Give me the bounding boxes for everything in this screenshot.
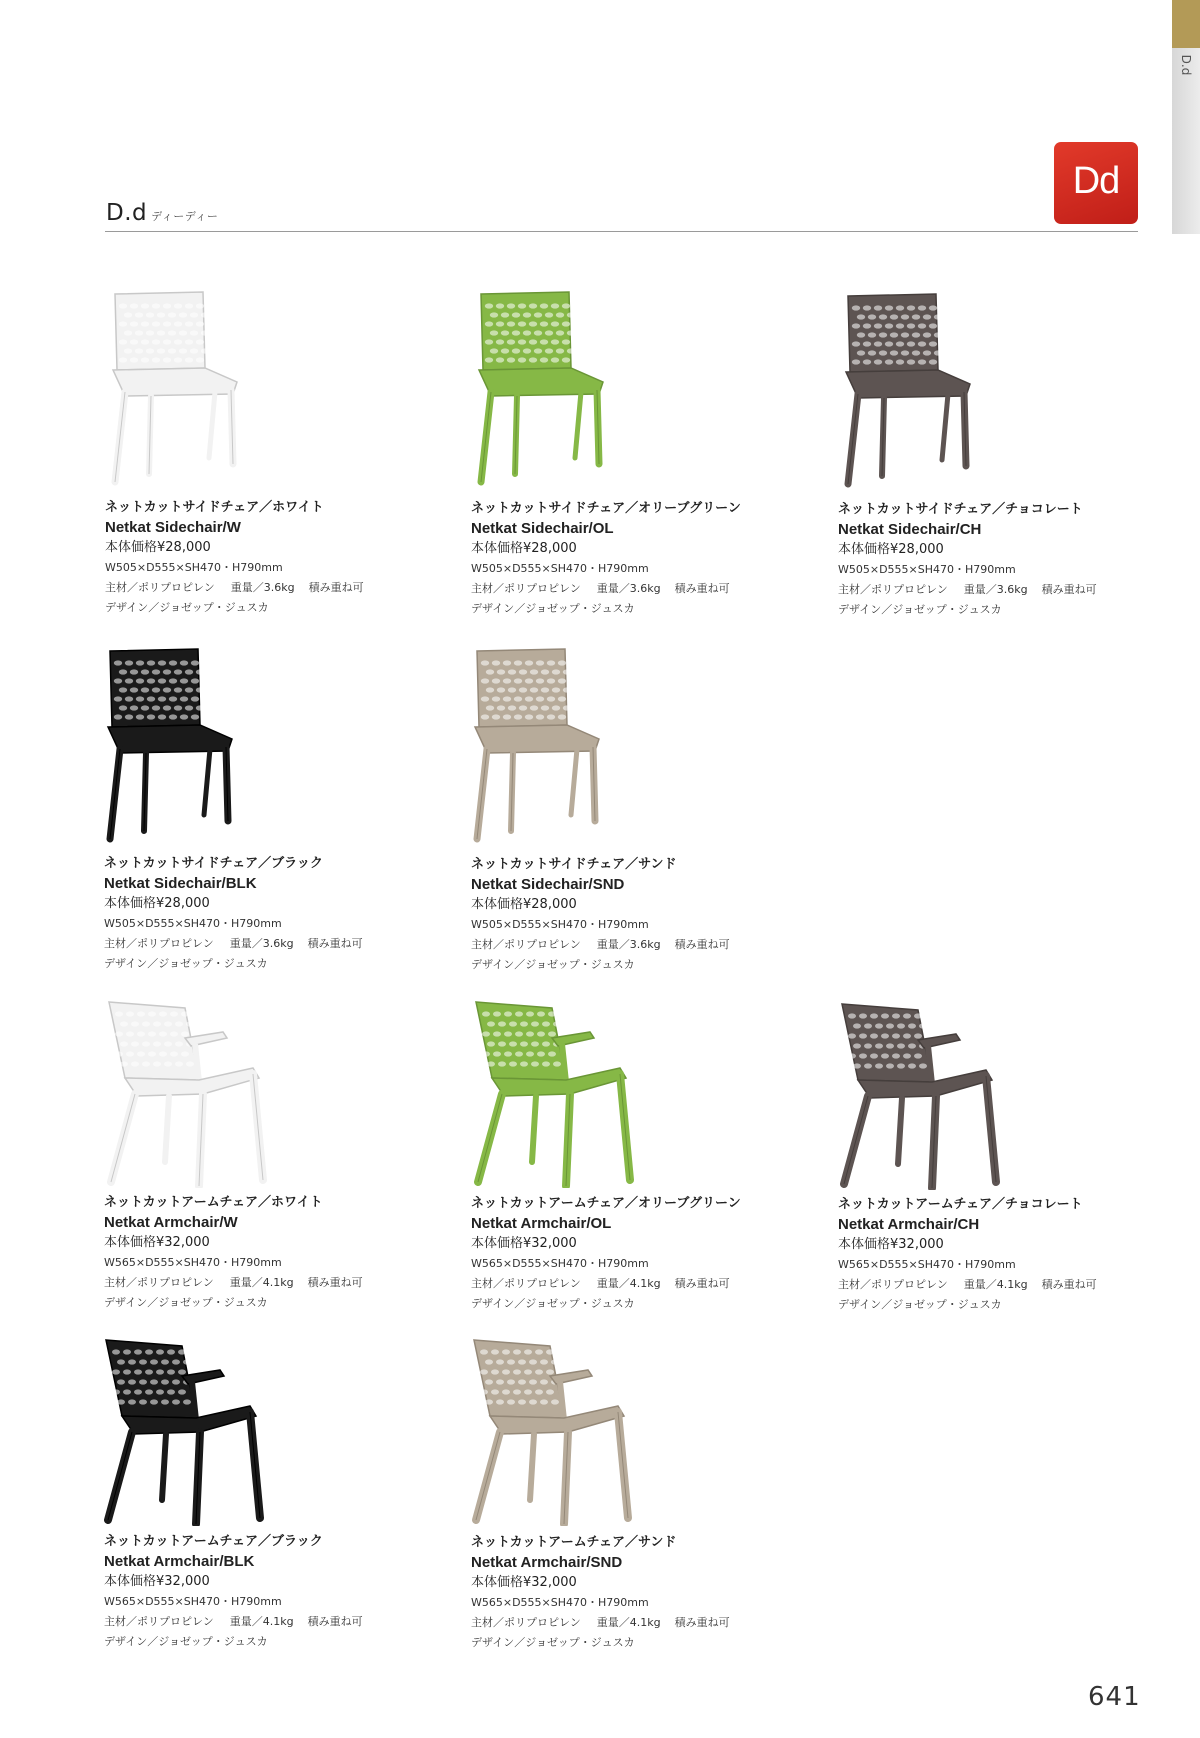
product-weight: 重量／3.6kg xyxy=(596,938,661,951)
product-spec xyxy=(471,1613,801,1633)
product-image xyxy=(836,1000,1006,1190)
product-dimensions: W565×D555×SH470・H790mm xyxy=(838,1258,1016,1271)
product-stackable: 積み重ね可 xyxy=(1041,1278,1097,1291)
product-material: 主材／ポリプロピレン xyxy=(471,582,581,595)
product-dimensions: W505×D555×SH470・H790mm xyxy=(104,917,282,930)
product-name-en: Netkat Sidechair/W xyxy=(105,519,241,536)
product-weight: 重量／4.1kg xyxy=(963,1278,1028,1291)
product-price: 本体価格¥32,000 xyxy=(104,1574,210,1589)
product-card xyxy=(471,855,801,975)
product-designer: デザイン／ジョゼップ・ジュスカ xyxy=(104,957,268,970)
product-designer: デザイン／ジョゼップ・ジュスカ xyxy=(104,1296,268,1309)
product-price: 本体価格¥32,000 xyxy=(838,1237,944,1252)
product-stackable: 積み重ね可 xyxy=(307,1276,363,1289)
product-designer: デザイン／ジョゼップ・ジュスカ xyxy=(104,1635,268,1648)
product-image xyxy=(100,645,240,845)
product-price: 本体価格¥32,000 xyxy=(104,1235,210,1250)
product-price: 本体価格¥28,000 xyxy=(105,540,211,555)
product-material: 主材／ポリプロピレン xyxy=(104,937,214,950)
product-weight: 重量／3.6kg xyxy=(963,583,1028,596)
product-dimensions: W565×D555×SH470・H790mm xyxy=(104,1595,282,1608)
product-price: 本体価格¥32,000 xyxy=(471,1575,577,1590)
product-designer: デザイン／ジョゼップ・ジュスカ xyxy=(105,601,269,614)
product-image xyxy=(470,998,640,1188)
product-spec xyxy=(104,1273,434,1293)
product-material: 主材／ポリプロピレン xyxy=(104,1276,214,1289)
product-dimensions: W505×D555×SH470・H790mm xyxy=(471,918,649,931)
product-weight: 重量／4.1kg xyxy=(596,1616,661,1629)
product-name-en: Netkat Armchair/OL xyxy=(471,1215,612,1232)
brand-name: D.d xyxy=(106,200,148,226)
product-name-jp: ネットカットサイドチェア／サンド xyxy=(471,857,677,872)
product-image xyxy=(467,645,607,845)
product-material: 主材／ポリプロピレン xyxy=(471,938,581,951)
side-tab-label: D.d xyxy=(1179,54,1193,76)
product-name-en: Netkat Armchair/CH xyxy=(838,1216,980,1233)
product-card xyxy=(471,499,801,619)
product-material: 主材／ポリプロピレン xyxy=(105,581,215,594)
product-stackable: 積み重ね可 xyxy=(674,938,730,951)
product-name-en: Netkat Armchair/W xyxy=(104,1214,238,1231)
product-name-en: Netkat Armchair/BLK xyxy=(104,1553,255,1570)
product-dimensions: W565×D555×SH470・H790mm xyxy=(471,1257,649,1270)
product-weight: 重量／3.6kg xyxy=(596,582,661,595)
product-name-jp: ネットカットサイドチェア／オリーブグリーン xyxy=(471,501,741,516)
product-spec xyxy=(104,934,434,954)
product-weight: 重量／4.1kg xyxy=(596,1277,661,1290)
product-weight: 重量／4.1kg xyxy=(229,1615,294,1628)
product-name-en: Netkat Sidechair/BLK xyxy=(104,875,257,892)
product-material: 主材／ポリプロピレン xyxy=(838,583,948,596)
product-name-jp: ネットカットアームチェア／ブラック xyxy=(104,1534,323,1549)
page-number: 641 xyxy=(1088,1682,1141,1712)
product-name-jp: ネットカットサイドチェア／ブラック xyxy=(104,856,323,871)
product-material: 主材／ポリプロピレン xyxy=(471,1616,581,1629)
product-price: 本体価格¥28,000 xyxy=(471,897,577,912)
product-designer: デザイン／ジョゼップ・ジュスカ xyxy=(471,958,635,971)
product-image xyxy=(100,1336,270,1526)
product-weight: 重量／3.6kg xyxy=(230,581,295,594)
product-card xyxy=(104,1532,434,1652)
product-designer: デザイン／ジョゼップ・ジュスカ xyxy=(471,1297,635,1310)
product-dimensions: W505×D555×SH470・H790mm xyxy=(838,563,1016,576)
product-stackable: 積み重ね可 xyxy=(674,1277,730,1290)
product-price: 本体価格¥32,000 xyxy=(471,1236,577,1251)
product-image xyxy=(838,290,978,490)
product-card xyxy=(104,854,434,974)
product-price: 本体価格¥28,000 xyxy=(471,541,577,556)
side-tab-accent xyxy=(1172,0,1200,48)
product-card xyxy=(471,1194,801,1314)
product-stackable: 積み重ね可 xyxy=(307,1615,363,1628)
brand-logo xyxy=(1054,142,1138,224)
brand-title xyxy=(106,200,218,226)
brand-kana: ディーディー xyxy=(151,210,219,223)
header-divider xyxy=(105,231,1138,232)
product-material: 主材／ポリプロピレン xyxy=(471,1277,581,1290)
product-stackable: 積み重ね可 xyxy=(1041,583,1097,596)
product-material: 主材／ポリプロピレン xyxy=(104,1615,214,1628)
brand-logo-text: Dd xyxy=(1072,160,1120,202)
product-dimensions: W565×D555×SH470・H790mm xyxy=(471,1596,649,1609)
product-name-jp: ネットカットアームチェア／サンド xyxy=(471,1535,677,1550)
product-image xyxy=(105,288,245,488)
product-card xyxy=(471,1533,801,1653)
product-weight: 重量／3.6kg xyxy=(229,937,294,950)
product-designer: デザイン／ジョゼップ・ジュスカ xyxy=(838,1298,1002,1311)
product-card xyxy=(838,1195,1168,1315)
product-price: 本体価格¥28,000 xyxy=(104,896,210,911)
product-spec xyxy=(838,580,1168,600)
product-weight: 重量／4.1kg xyxy=(229,1276,294,1289)
product-spec xyxy=(471,935,801,955)
product-name-en: Netkat Armchair/SND xyxy=(471,1554,623,1571)
product-card xyxy=(105,498,435,618)
product-name-jp: ネットカットサイドチェア／チョコレート xyxy=(838,502,1083,517)
product-stackable: 積み重ね可 xyxy=(674,1616,730,1629)
product-name-jp: ネットカットアームチェア／ホワイト xyxy=(104,1195,323,1210)
product-spec xyxy=(471,579,801,599)
product-designer: デザイン／ジョゼップ・ジュスカ xyxy=(471,1636,635,1649)
product-name-jp: ネットカットアームチェア／チョコレート xyxy=(838,1197,1083,1212)
product-name-en: Netkat Sidechair/SND xyxy=(471,876,625,893)
product-spec xyxy=(105,578,435,598)
product-stackable: 積み重ね可 xyxy=(308,581,364,594)
product-spec xyxy=(838,1275,1168,1295)
product-designer: デザイン／ジョゼップ・ジュスカ xyxy=(838,603,1002,616)
product-name-jp: ネットカットサイドチェア／ホワイト xyxy=(105,500,324,515)
product-image xyxy=(471,288,611,488)
product-dimensions: W505×D555×SH470・H790mm xyxy=(105,561,283,574)
product-stackable: 積み重ね可 xyxy=(307,937,363,950)
product-spec xyxy=(471,1274,801,1294)
product-price: 本体価格¥28,000 xyxy=(838,542,944,557)
product-name-jp: ネットカットアームチェア／オリーブグリーン xyxy=(471,1196,741,1211)
product-image xyxy=(103,998,273,1188)
product-name-en: Netkat Sidechair/CH xyxy=(838,521,982,538)
product-image xyxy=(468,1336,638,1526)
product-name-en: Netkat Sidechair/OL xyxy=(471,520,614,537)
product-card xyxy=(838,500,1168,620)
product-dimensions: W565×D555×SH470・H790mm xyxy=(104,1256,282,1269)
product-designer: デザイン／ジョゼップ・ジュスカ xyxy=(471,602,635,615)
product-spec xyxy=(104,1612,434,1632)
product-dimensions: W505×D555×SH470・H790mm xyxy=(471,562,649,575)
product-material: 主材／ポリプロピレン xyxy=(838,1278,948,1291)
product-card xyxy=(104,1193,434,1313)
product-stackable: 積み重ね可 xyxy=(674,582,730,595)
